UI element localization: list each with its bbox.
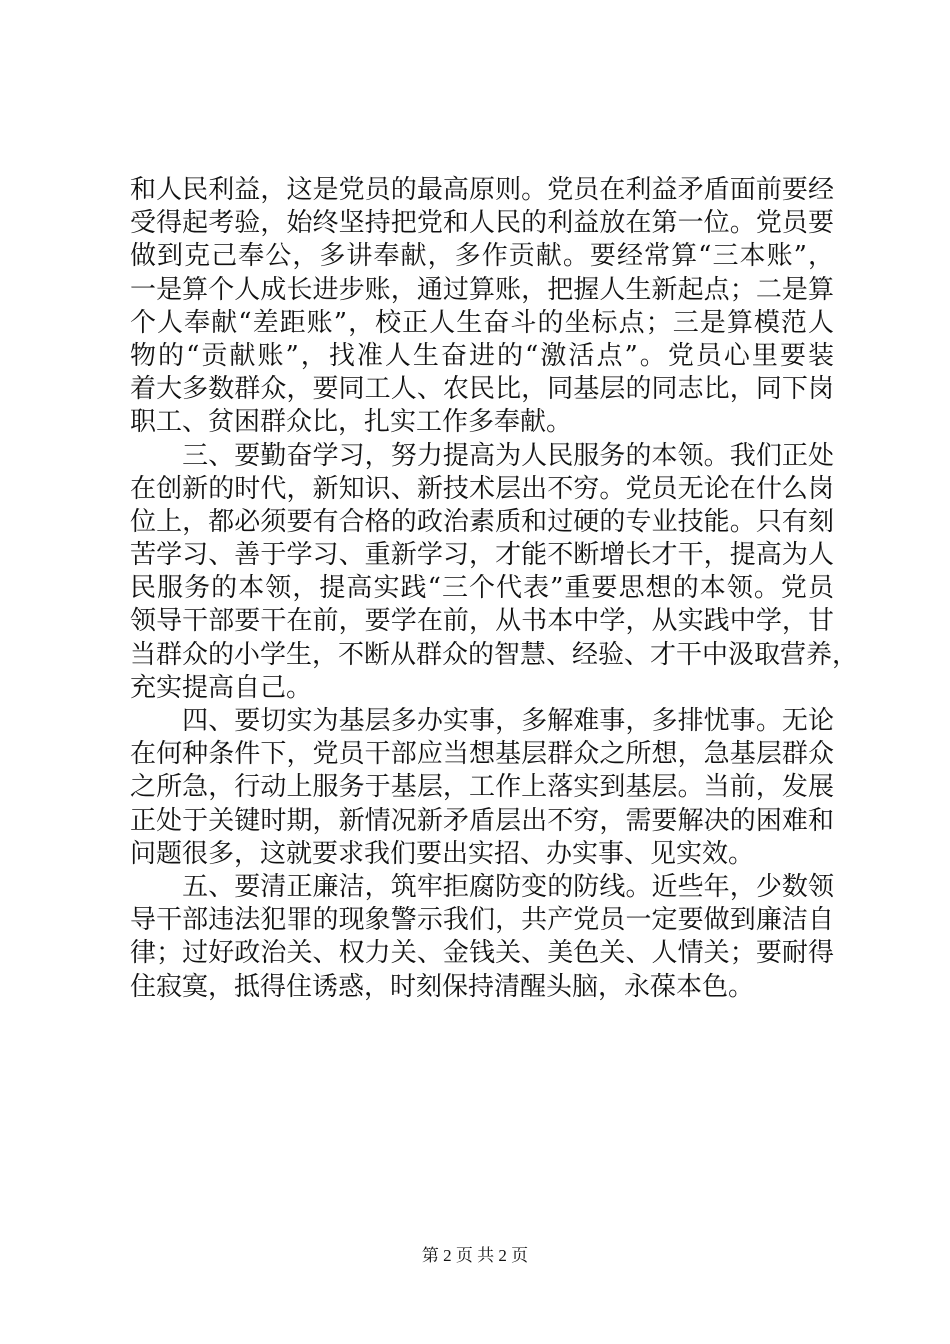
text-line: 当群众的小学生，不断从群众的智慧、经验、才干中汲取营养， bbox=[130, 639, 859, 670]
text-line: 物的“贡献账”，找准人生奋进的“激活点”。党员心里要装 bbox=[130, 340, 834, 371]
text-line: 在创新的时代，新知识、新技术层出不穷。党员无论在什么岗 bbox=[130, 473, 834, 504]
text-line: 五、要清正廉洁，筑牢拒腐防变的防线。近些年，少数领 bbox=[130, 871, 834, 902]
text-line: 充实提高自己。 bbox=[130, 672, 313, 703]
text-line: 之所急，行动上服务于基层，工作上落实到基层。当前，发展 bbox=[130, 772, 834, 803]
page-number-footer: 第 2 页 共 2 页 bbox=[421, 1246, 529, 1265]
text-line: 在何种条件下，党员干部应当想基层群众之所想，急基层群众 bbox=[130, 739, 834, 770]
text-line: 着大多数群众，要同工人、农民比，同基层的同志比，同下岗 bbox=[130, 374, 834, 405]
text-line: 正处于关键时期，新情况新矛盾层出不穷，需要解决的困难和 bbox=[130, 805, 834, 836]
text-line: 苦学习、善于学习、重新学习，才能不断增长才干，提高为人 bbox=[130, 540, 834, 571]
text-line: 住寂寞，抵得住诱惑，时刻保持清醒头脑，永葆本色。 bbox=[130, 971, 755, 1002]
text-line: 三、要勤奋学习，努力提高为人民服务的本领。我们正处 bbox=[130, 440, 834, 471]
text-line: 导干部违法犯罪的现象警示我们，共产党员一定要做到廉洁自 bbox=[130, 905, 834, 936]
text-line: 领导干部要干在前，要学在前，从书本中学，从实践中学，甘 bbox=[130, 606, 834, 637]
text-line: 个人奉献“差距账”，校正人生奋斗的坐标点；三是算模范人 bbox=[130, 307, 834, 338]
text-line: 职工、贫困群众比，扎实工作多奉献。 bbox=[130, 407, 573, 438]
text-line: 一是算个人成长进步账，通过算账，把握人生新起点；二是算 bbox=[130, 274, 834, 305]
text-line: 受得起考验，始终坚持把党和人民的利益放在第一位。党员要 bbox=[130, 208, 834, 239]
text-line: 位上，都必须要有合格的政治素质和过硬的专业技能。只有刻 bbox=[130, 506, 834, 537]
text-line: 律；过好政治关、权力关、金钱关、美色关、人情关；要耐得 bbox=[130, 938, 834, 969]
text-line: 和人民利益，这是党员的最高原则。党员在利益矛盾面前要经 bbox=[130, 175, 834, 205]
body-text bbox=[130, 174, 859, 1004]
text-line: 问题很多，这就要求我们要出实招、办实事、见实效。 bbox=[130, 838, 755, 869]
text-line: 做到克己奉公，多讲奉献，多作贡献。要经常算“三本账”， bbox=[130, 241, 834, 272]
text-line: 民服务的本领，提高实践“三个代表”重要思想的本领。党员 bbox=[130, 573, 834, 604]
text-line: 四、要切实为基层多办实事，多解难事，多排忧事。无论 bbox=[130, 706, 834, 736]
